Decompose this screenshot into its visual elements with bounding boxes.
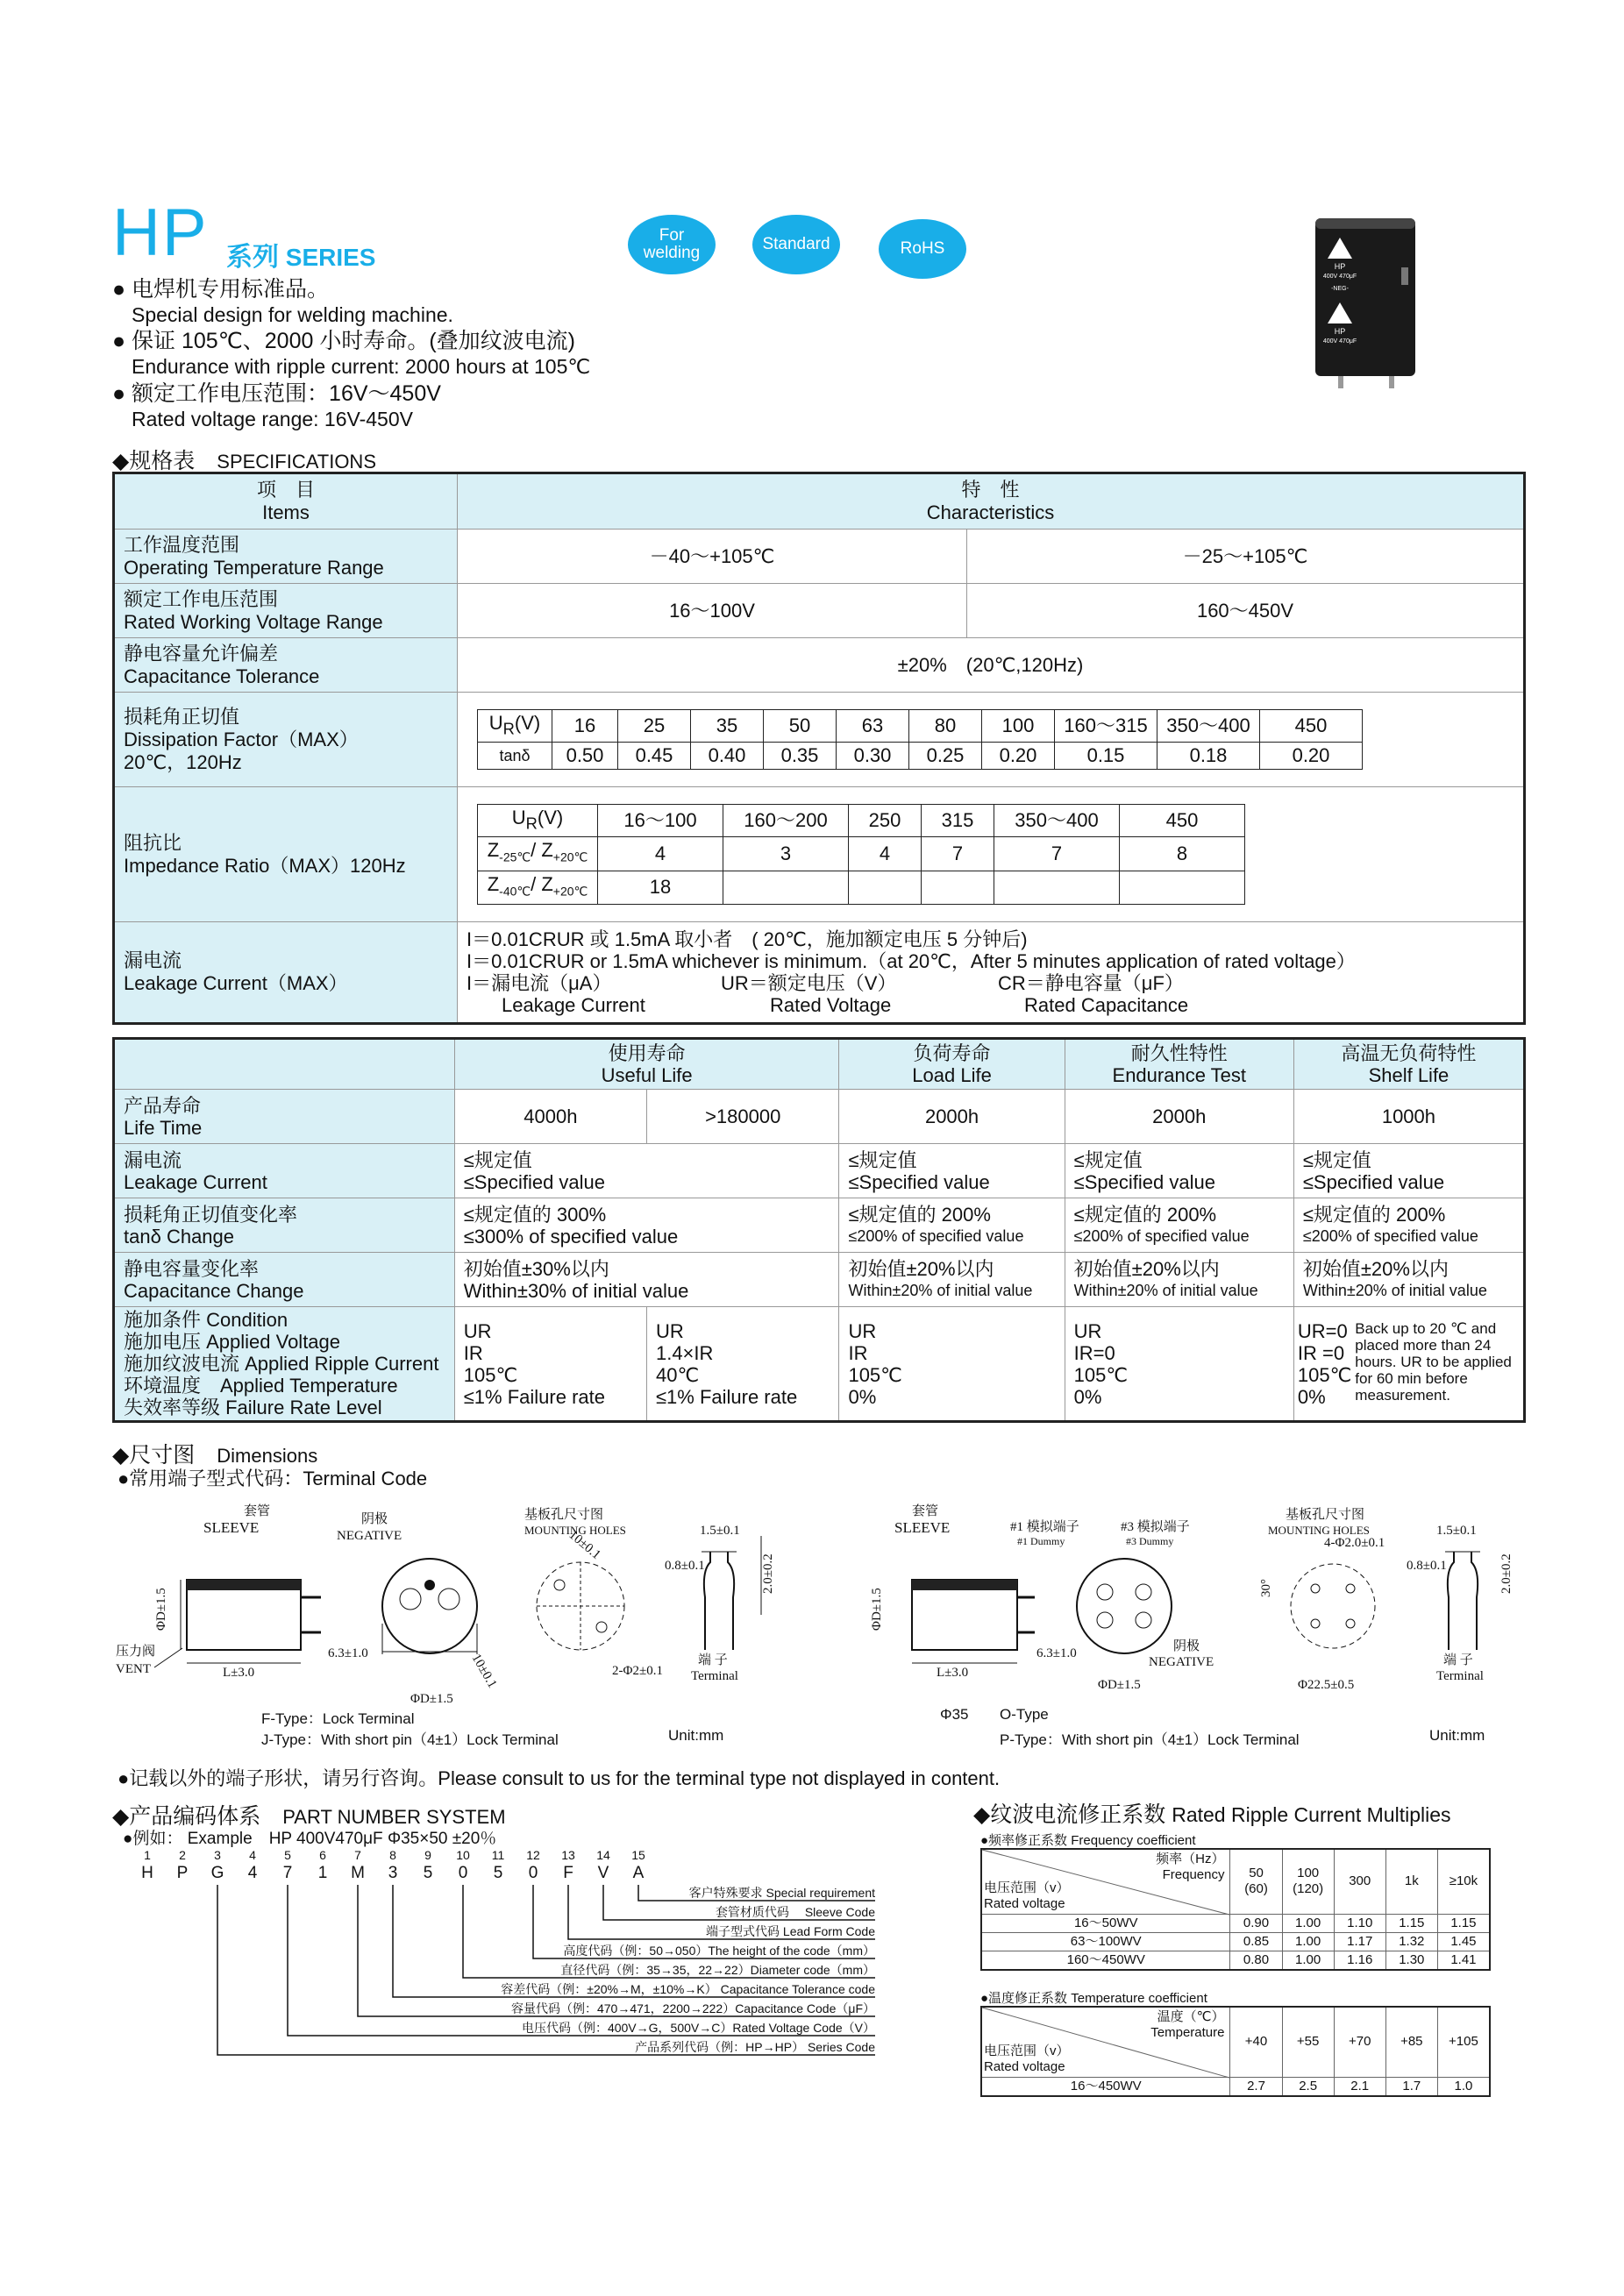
df-value: 0.45 — [618, 743, 691, 770]
leak-load: ≤规定值 ≤Specified value — [839, 1144, 1065, 1198]
svg-text:4-Φ2.0±0.1: 4-Φ2.0±0.1 — [1324, 1536, 1385, 1550]
temp-v: 2.7 — [1230, 2077, 1282, 2096]
temp-low-voltage: －40～+105℃ — [458, 530, 967, 584]
row-temp-label: 工作温度范围 Operating Temperature Range — [114, 530, 458, 584]
freq-50: 50 (60) — [1230, 1849, 1282, 1914]
svg-text:端 子: 端 子 — [698, 1653, 728, 1667]
svg-text:#1 Dummy: #1 Dummy — [1017, 1535, 1065, 1547]
svg-text:ΦD±1.5: ΦD±1.5 — [1098, 1678, 1141, 1692]
imp-voltage: 450 — [1120, 804, 1245, 836]
temp-high-voltage: －25～+105℃ — [967, 530, 1525, 584]
temp-105: +105 — [1437, 2007, 1490, 2077]
pn-char: P — [176, 1864, 189, 1882]
tolerance-value: ±20% (20℃,120Hz) — [458, 638, 1525, 693]
imp-cell — [458, 787, 1525, 922]
svg-text:MOUNTING HOLES: MOUNTING HOLES — [524, 1524, 626, 1537]
svg-text:套管: 套管 — [244, 1504, 271, 1518]
svg-text:ΦD±1.5: ΦD±1.5 — [870, 1588, 884, 1631]
svg-text:HP: HP — [1334, 262, 1346, 271]
pn-desc: 电压代码（例：400V→G，500V→C）Rated Voltage Code（V） — [521, 2021, 875, 2035]
temp-40: +40 — [1230, 2007, 1282, 2077]
ptype-label: P-Type：With short pin（4±1）Lock Terminal — [1000, 1731, 1300, 1748]
df-value: 0.50 — [552, 743, 618, 770]
svg-text:ΦD±1.5: ΦD±1.5 — [154, 1588, 168, 1631]
imp-r2-value — [994, 871, 1120, 904]
freq-range: 160～450WV — [981, 1951, 1230, 1970]
temp-corner: 温度（℃） Temperature 电压范围（v） Rated voltage — [981, 2007, 1230, 2077]
svg-text:VENT: VENT — [116, 1662, 151, 1676]
imp-r1-value: 8 — [1120, 837, 1245, 871]
pn-char: F — [563, 1864, 573, 1882]
freq-1k: 1k — [1385, 1849, 1437, 1914]
col-load-life: 负荷寿命 Load Life — [839, 1039, 1065, 1090]
pn-position: 2 — [179, 1848, 186, 1862]
svg-text:阴极: 阴极 — [1173, 1639, 1200, 1653]
svg-text:0.8±0.1: 0.8±0.1 — [665, 1559, 705, 1573]
dimension-drawing-right — [870, 1501, 1517, 1729]
cond-shelf: UR=0 IR =0 105℃ 0% Back up to 20 ℃ and placed more than 24 hours. UR to be applied for 60 min before measurement. — [1293, 1307, 1524, 1422]
row-imp-label: 阻抗比 Impedance Ratio（MAX）120Hz — [114, 787, 458, 922]
temp-55: +55 — [1282, 2007, 1334, 2077]
col-shelf-life: 高温无负荷特性 Shelf Life — [1293, 1039, 1524, 1090]
tan-useful: ≤规定值的 300% ≤300% of specified value — [454, 1198, 839, 1253]
feature-1: ● 电焊机专用标准品。 Special design for welding machine. — [112, 277, 453, 326]
cond-label: 施加条件 Condition 施加电压 Applied Voltage 施加纹波电流 Applied Ripple Current 环境温度 Applied Temperature 失效率等级 Failure Rate Level — [114, 1307, 455, 1422]
ripple-section-title: ◆纹波电流修正系数 Rated Ripple Current Multiplies — [973, 1802, 1451, 1827]
pn-position: 3 — [214, 1848, 221, 1862]
svg-text:阴极: 阴极 — [361, 1512, 388, 1526]
df-value: 0.25 — [909, 743, 982, 770]
freq-value: 1.17 — [1334, 1932, 1385, 1951]
tan-shelf: ≤规定值的 200% ≤200% of specified value — [1293, 1198, 1524, 1253]
freq-value: 1.10 — [1334, 1914, 1385, 1932]
freq-100: 100 (120) — [1282, 1849, 1334, 1914]
capacitor-image — [1314, 215, 1419, 390]
freq-value: 1.00 — [1282, 1932, 1334, 1951]
pn-char: M — [351, 1864, 365, 1882]
life-shelf: 1000h — [1293, 1090, 1524, 1144]
cap-load: 初始值±20%以内 Within±20% of initial value — [839, 1253, 1065, 1307]
badge-standard: Standard — [752, 215, 840, 274]
pn-desc: 产品系列代码（例：HP→HP） Series Code — [635, 2040, 875, 2054]
imp-r2-value — [1120, 871, 1245, 904]
svg-text:2-Φ2±0.1: 2-Φ2±0.1 — [612, 1664, 663, 1678]
part-example: ●例如： Example HP 400V470μF Φ35×50 ±20％ — [123, 1830, 497, 1848]
svg-text:端 子: 端 子 — [1443, 1653, 1473, 1667]
svg-text:基板孔尺寸图: 基板孔尺寸图 — [524, 1508, 604, 1522]
badge-welding: For welding — [628, 215, 716, 274]
df-voltage: 80 — [909, 709, 982, 742]
series-code: HP — [112, 195, 209, 270]
ftype-label: F-Type：Lock Terminal — [261, 1710, 415, 1727]
df-voltage: 450 — [1260, 709, 1363, 742]
dim-section-title: ◆尺寸图 Dimensions — [112, 1443, 318, 1468]
freq-value: 0.85 — [1230, 1932, 1282, 1951]
badge-rohs: RoHS — [879, 219, 966, 279]
pn-position: 15 — [631, 1848, 645, 1862]
freq-value: 1.30 — [1385, 1951, 1437, 1970]
df-value: 0.40 — [691, 743, 764, 770]
tan-load: ≤规定值的 200% ≤200% of specified value — [839, 1198, 1065, 1253]
leak-shelf: ≤规定值 ≤Specified value — [1293, 1144, 1524, 1198]
df-voltage: 50 — [764, 709, 837, 742]
cond-useful-1: UR IR 105℃ ≤1% Failure rate — [454, 1307, 646, 1422]
series-label: 系列 SERIES — [226, 243, 376, 272]
unit-right: Unit:mm — [1429, 1727, 1485, 1744]
imp-voltage: 160～200 — [723, 804, 849, 836]
temp-v: 1.7 — [1385, 2077, 1437, 2096]
df-voltage: 350～400 — [1157, 709, 1260, 742]
df-voltage: 16 — [552, 709, 618, 742]
freq-value: 1.15 — [1385, 1914, 1437, 1932]
pn-position: 7 — [354, 1848, 361, 1862]
pn-desc: 端子型式代码 Lead Form Code — [706, 1924, 875, 1938]
leakage-formula: I＝0.01CRUR 或 1.5mA 取小者 ( 20℃，施加额定电压 5 分钟后) I＝0.01CRUR or 1.5mA whichever is minimum.（at 20℃，After 5 minutes application of rated voltage） I＝漏电流（μA） UR＝额定电压（V） CR＝静电容量（μF） Leakage Current Rated Voltage Rated Capacitance — [458, 922, 1525, 1024]
terminal-code: ●常用端子型式代码：Terminal Code — [118, 1468, 428, 1489]
df-voltage: 100 — [982, 709, 1055, 742]
life-table — [112, 1037, 1526, 1423]
pn-position: 12 — [526, 1848, 540, 1862]
df-voltage: 25 — [618, 709, 691, 742]
svg-text:Φ22.5±0.5: Φ22.5±0.5 — [1298, 1678, 1355, 1692]
temp-v: 2.1 — [1334, 2077, 1385, 2096]
phi35-label: Φ35 — [940, 1706, 969, 1723]
jtype-label: J-Type：With short pin（4±1）Lock Terminal — [261, 1731, 559, 1748]
freq-range: 63～100WV — [981, 1932, 1230, 1951]
freq-title: ●频率修正系数 Frequency coefficient — [980, 1833, 1196, 1848]
pn-char: H — [141, 1864, 153, 1882]
svg-text:30°: 30° — [1259, 1579, 1273, 1597]
freq-value: 1.45 — [1437, 1932, 1490, 1951]
svg-text:#1 模拟端子: #1 模拟端子 — [1010, 1520, 1079, 1534]
freq-value: 1.32 — [1385, 1932, 1437, 1951]
svg-text:1.5±0.1: 1.5±0.1 — [1436, 1524, 1477, 1538]
pn-char: 0 — [528, 1864, 538, 1882]
df-cell — [458, 693, 1525, 787]
imp-voltage: 315 — [922, 804, 994, 836]
cond-load: UR IR 105℃ 0% — [839, 1307, 1065, 1422]
pn-position: 8 — [389, 1848, 396, 1862]
volt-range-1: 16～100V — [458, 584, 967, 638]
df-value: 0.30 — [837, 743, 909, 770]
svg-text:10±0.1: 10±0.1 — [468, 1652, 500, 1691]
life-useful-total: >180000 — [646, 1090, 838, 1144]
freq-10k: ≥10k — [1437, 1849, 1490, 1914]
life-endurance: 2000h — [1065, 1090, 1293, 1144]
freq-value: 1.41 — [1437, 1951, 1490, 1970]
svg-text:MOUNTING HOLES: MOUNTING HOLES — [1268, 1524, 1370, 1537]
imp-voltage: 250 — [849, 804, 922, 836]
pn-char: A — [632, 1864, 645, 1882]
freq-value: 1.00 — [1282, 1951, 1334, 1970]
otype-label: O-Type — [1000, 1706, 1049, 1723]
df-value: 0.18 — [1157, 743, 1260, 770]
pn-char: V — [597, 1864, 609, 1882]
svg-text:2.0±0.2: 2.0±0.2 — [1499, 1553, 1514, 1594]
col-endurance: 耐久性特性 Endurance Test — [1065, 1039, 1293, 1090]
svg-text:400V 470μF: 400V 470μF — [1322, 274, 1357, 280]
life-load: 2000h — [839, 1090, 1065, 1144]
tan-label: 损耗角正切值变化率 tanδ Change — [114, 1198, 455, 1253]
imp-r2-value — [723, 871, 849, 904]
pn-char: 3 — [388, 1864, 398, 1882]
pn-char: 1 — [317, 1864, 328, 1882]
df-voltage: 160～315 — [1055, 709, 1157, 742]
leak-endurance: ≤规定值 ≤Specified value — [1065, 1144, 1293, 1198]
freq-value: 1.15 — [1437, 1914, 1490, 1932]
svg-text:#3 模拟端子: #3 模拟端子 — [1121, 1520, 1190, 1534]
cap-label: 静电容量变化率 Capacitance Change — [114, 1253, 455, 1307]
svg-text:SLEEVE: SLEEVE — [894, 1519, 951, 1536]
svg-text:Terminal: Terminal — [691, 1669, 738, 1683]
cap-shelf: 初始值±20%以内 Within±20% of initial value — [1293, 1253, 1524, 1307]
imp-voltage: 16～100 — [598, 804, 723, 836]
leak-label: 漏电流 Leakage Current — [114, 1144, 455, 1198]
temp-range: 16～450WV — [981, 2077, 1230, 2096]
life-useful-h: 4000h — [454, 1090, 646, 1144]
cond-endurance: UR IR=0 105℃ 0% — [1065, 1307, 1293, 1422]
svg-text:0.8±0.1: 0.8±0.1 — [1407, 1559, 1447, 1573]
pn-position: 4 — [249, 1848, 256, 1862]
pn-char: 5 — [423, 1864, 433, 1882]
pn-desc: 容量代码（例：470→471，2200→222）Capacitance Code（μF） — [510, 2001, 875, 2015]
imp-r2-value: 18 — [598, 871, 723, 904]
df-voltage: 35 — [691, 709, 764, 742]
imp-voltage: 350～400 — [994, 804, 1120, 836]
cap-endurance: 初始值±20%以内 Within±20% of initial value — [1065, 1253, 1293, 1307]
pn-position: 11 — [491, 1848, 505, 1862]
pn-position: 6 — [319, 1848, 326, 1862]
tan-endurance: ≤规定值的 200% ≤200% of specified value — [1065, 1198, 1293, 1253]
row-volt-label: 额定工作电压范围 Rated Working Voltage Range — [114, 584, 458, 638]
df-value: 0.35 — [764, 743, 837, 770]
svg-text:2.0±0.2: 2.0±0.2 — [761, 1553, 775, 1594]
pn-desc: 直径代码（例：35→35，22→22）Diameter code（mm） — [560, 1963, 875, 1977]
imp-r1-value: 4 — [598, 837, 723, 871]
imp-r1-value: 7 — [994, 837, 1120, 871]
head-items: 项 目 Items — [114, 473, 458, 530]
freq-corner: 频率（Hz） Frequency 电压范围（v） Rated voltage — [981, 1849, 1230, 1914]
imp-r2-value — [922, 871, 994, 904]
pn-char: 4 — [247, 1864, 258, 1882]
imp-r2-value — [849, 871, 922, 904]
svg-text:10±0.1: 10±0.1 — [566, 1527, 603, 1563]
row-leak-label: 漏电流 Leakage Current（MAX） — [114, 922, 458, 1024]
col-useful-life: 使用寿命 Useful Life — [454, 1039, 839, 1090]
imp-r1-value: 3 — [723, 837, 849, 871]
df-value: 0.20 — [1260, 743, 1363, 770]
pn-char: 7 — [282, 1864, 293, 1882]
svg-text:NEGATIVE: NEGATIVE — [337, 1529, 402, 1543]
pn-position: 14 — [596, 1848, 610, 1862]
temp-title: ●温度修正系数 Temperature coefficient — [980, 1991, 1207, 2006]
temp-table — [980, 2006, 1491, 2097]
volt-range-2: 160～450V — [967, 584, 1525, 638]
freq-value: 1.16 — [1334, 1951, 1385, 1970]
svg-text:6.3±1.0: 6.3±1.0 — [328, 1646, 368, 1660]
consult-note: ●记载以外的端子形状，请另行咨询。Please consult to us for the terminal type not displayed in content. — [118, 1767, 1001, 1789]
imp-table: $U_R(V)$ 16～100 160～200 250 315 350～400 450 $Z_{-25℃}/$ $Z_{+20℃}$ 4 3 4 7 7 8 $Z_{-40℃}/$ $Z_{+20℃}$ 18 — [477, 804, 1245, 905]
svg-text:套管: 套管 — [912, 1504, 939, 1518]
cap-useful: 初始值±30%以内 Within±30% of initial value — [454, 1253, 839, 1307]
pn-char: 0 — [458, 1864, 468, 1882]
freq-value: 0.90 — [1230, 1914, 1282, 1932]
leak-useful: ≤规定值 ≤Specified value — [454, 1144, 839, 1198]
svg-text:6.3±1.0: 6.3±1.0 — [1036, 1646, 1077, 1660]
svg-text:400V 470μF: 400V 470μF — [1322, 338, 1357, 345]
pn-position: 1 — [144, 1848, 151, 1862]
pn-position: 9 — [424, 1848, 431, 1862]
svg-text:压力阀: 压力阀 — [116, 1645, 156, 1659]
df-value: 0.15 — [1055, 743, 1157, 770]
pn-position: 10 — [456, 1848, 470, 1862]
df-value: 0.20 — [982, 743, 1055, 770]
pn-char: 5 — [493, 1864, 503, 1882]
svg-text:1.5±0.1: 1.5±0.1 — [700, 1524, 740, 1538]
row-df-label: 损耗角正切值 Dissipation Factor（MAX） 20℃，120Hz — [114, 693, 458, 787]
pn-char: G — [210, 1864, 224, 1882]
df-table: $U_R(V)$ 16 25 35 50 63 80 100 160～315 350～400 450 tanδ 0.50 0.45 0.40 0.35 0.30 0.25 0.20 0.15 0.18 0.20 — [477, 709, 1363, 770]
part-section-title: ◆产品编码体系 PART NUMBER SYSTEM — [112, 1804, 506, 1829]
imp-r1-value: 7 — [922, 837, 994, 871]
pn-desc: 容差代码（例：±20%→M，±10%→K） Capacitance Tolerance code — [501, 1982, 875, 1996]
feature-2: ● 保证 105℃、2000 小时寿命。(叠加纹波电流) Endurance with ripple current: 2000 hours at 105℃ — [112, 329, 591, 378]
freq-value: 0.80 — [1230, 1951, 1282, 1970]
unit-left: Unit:mm — [668, 1727, 724, 1744]
life-time-label: 产品寿命 Life Time — [114, 1090, 455, 1144]
pn-position: 5 — [284, 1848, 291, 1862]
pn-desc: 客户特殊要求 Special requirement — [688, 1886, 875, 1900]
df-voltage: 63 — [837, 709, 909, 742]
feature-3: ● 额定工作电压范围：16V～450V Rated voltage range: 16V-450V — [112, 381, 441, 430]
head-characteristics: 特 性 Characteristics — [458, 473, 1525, 530]
spec-section-title: ◆规格表 SPECIFICATIONS — [112, 449, 376, 473]
svg-text:-NEG-: -NEG- — [1331, 286, 1349, 292]
freq-table — [980, 1848, 1491, 1971]
temp-v: 2.5 — [1282, 2077, 1334, 2096]
svg-text:ΦD±1.5: ΦD±1.5 — [410, 1692, 453, 1706]
pn-position: 13 — [561, 1848, 575, 1862]
temp-v: 1.0 — [1437, 2077, 1490, 2096]
svg-text:NEGATIVE: NEGATIVE — [1149, 1655, 1214, 1669]
freq-value: 1.00 — [1282, 1914, 1334, 1932]
row-tol-label: 静电容量允许偏差 Capacitance Tolerance — [114, 638, 458, 693]
svg-text:L±3.0: L±3.0 — [223, 1666, 255, 1680]
svg-text:L±3.0: L±3.0 — [937, 1666, 969, 1680]
svg-text:SLEEVE: SLEEVE — [203, 1519, 260, 1536]
freq-300: 300 — [1334, 1849, 1385, 1914]
svg-text:#3 Dummy: #3 Dummy — [1126, 1535, 1174, 1547]
temp-70: +70 — [1334, 2007, 1385, 2077]
spec-table — [112, 472, 1526, 1025]
imp-r1-value: 4 — [849, 837, 922, 871]
svg-text:HP: HP — [1334, 327, 1346, 336]
pn-desc: 高度代码（例：50→050）The height of the code（mm） — [563, 1944, 875, 1958]
freq-range: 16～50WV — [981, 1914, 1230, 1932]
pn-desc: 套管材质代码 Sleeve Code — [715, 1905, 875, 1919]
svg-text:Terminal: Terminal — [1436, 1669, 1484, 1683]
svg-text:基板孔尺寸图: 基板孔尺寸图 — [1286, 1508, 1365, 1522]
cond-useful-2: UR 1.4×IR 40℃ ≤1% Failure rate — [646, 1307, 838, 1422]
dimension-drawing-left — [112, 1501, 884, 1729]
temp-85: +85 — [1385, 2007, 1437, 2077]
